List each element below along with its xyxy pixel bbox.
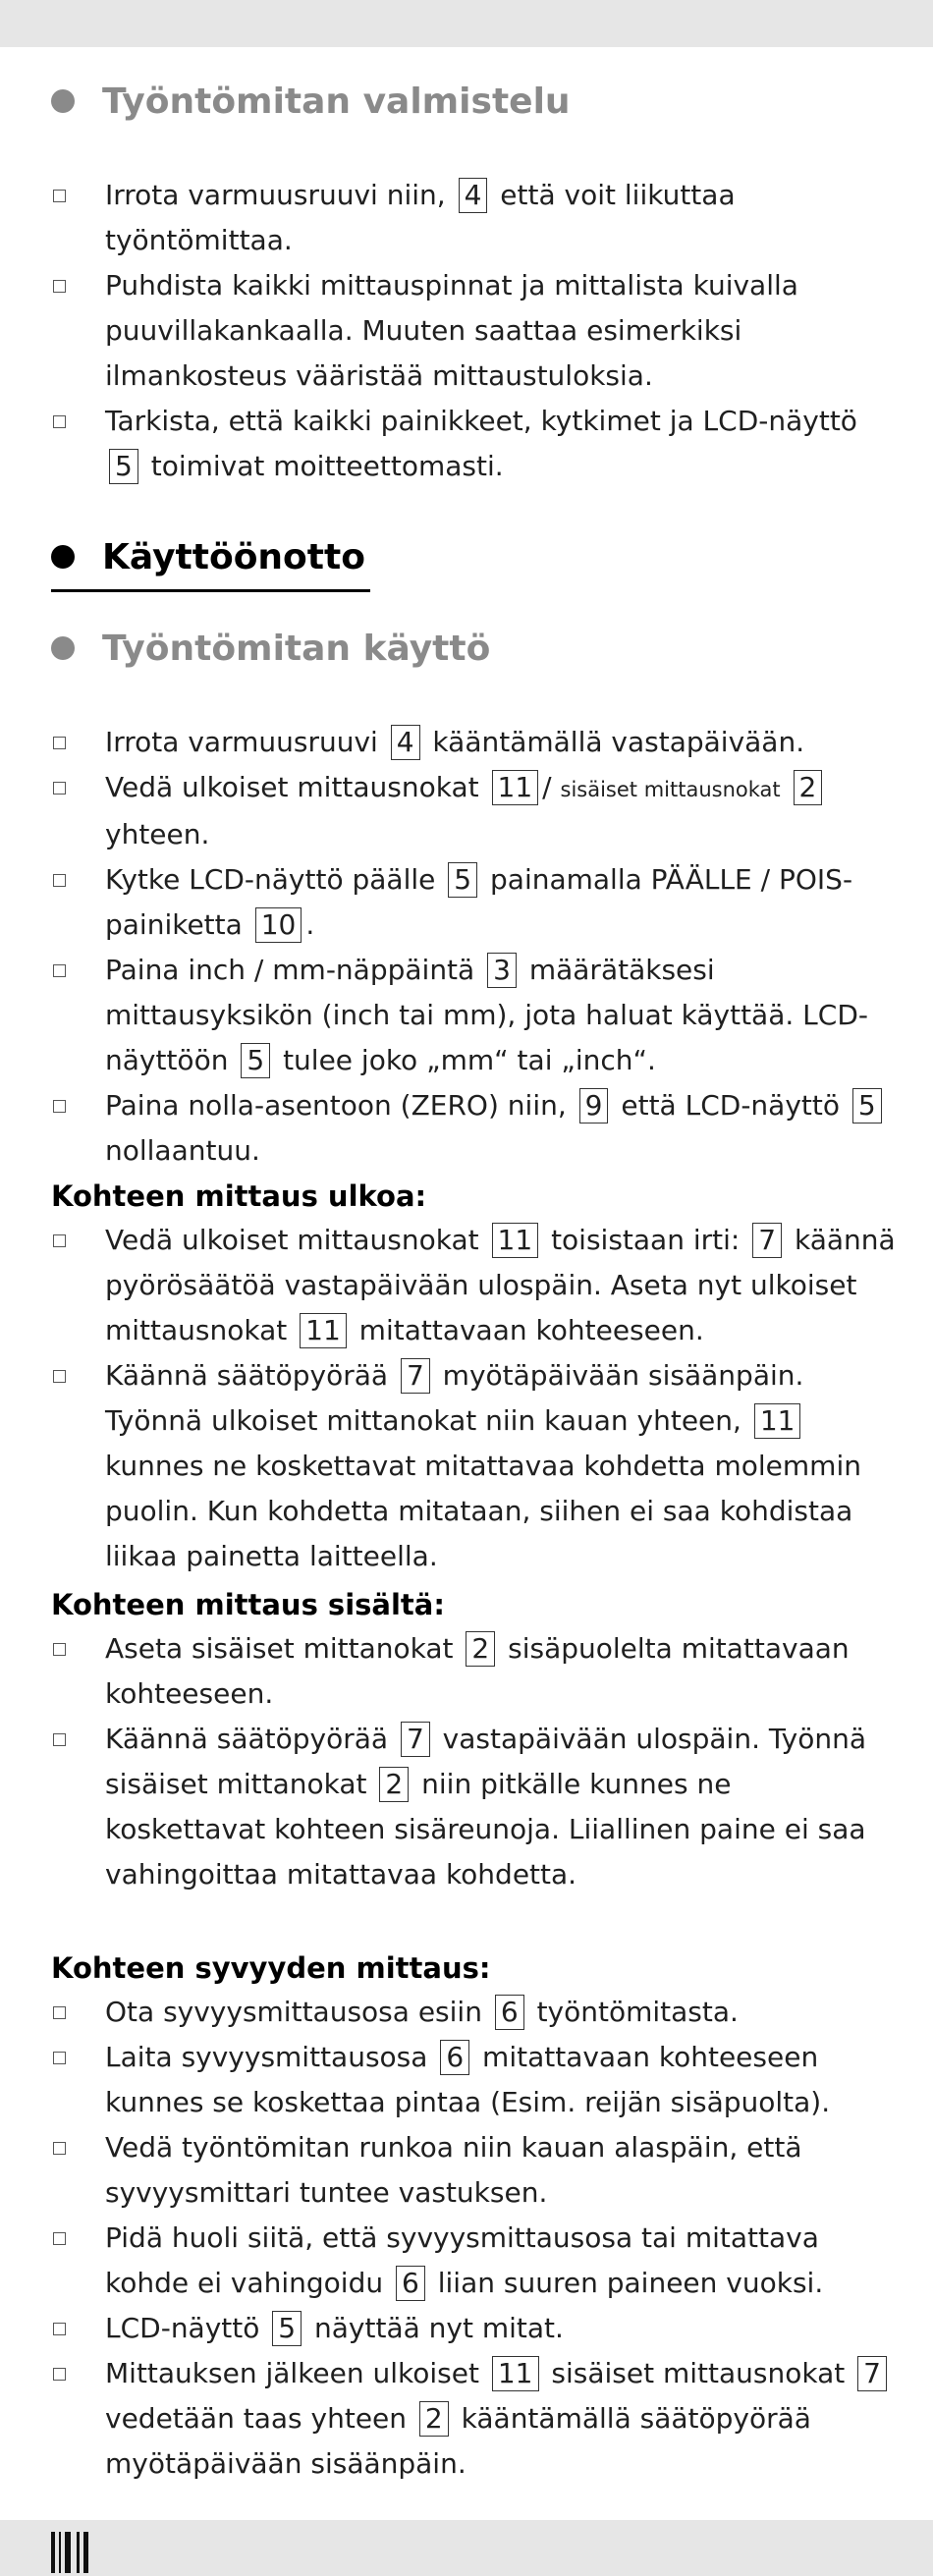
- footer-bar: [0, 2520, 933, 2576]
- item-text: mitattavaan kohteeseen kunnes se koskettaa pintaa (Esim. reijän sisäpuolta).: [105, 2041, 831, 2118]
- part-reference-number: 11: [492, 1223, 539, 1258]
- item-text: Käännä säätöpyörää: [105, 1359, 397, 1392]
- subsection-heading: Kohteen mittaus sisältä:: [51, 1588, 445, 1621]
- part-reference-number: 4: [391, 725, 420, 760]
- section-outside: [51, 1175, 896, 1579]
- item-text: toisistaan irti:: [542, 1224, 749, 1256]
- section-commissioning: [51, 532, 896, 581]
- list-item: [51, 1083, 896, 1174]
- checkbox-square-icon: [53, 1643, 66, 1656]
- part-reference-number: 3: [487, 953, 517, 988]
- list-item: [51, 2306, 896, 2351]
- section-preparation: [51, 77, 896, 126]
- part-reference-number: 5: [241, 1043, 270, 1078]
- list-preparation: [51, 173, 896, 489]
- list-item: [51, 2035, 896, 2125]
- item-text: Irrota varmuusruuvi: [105, 726, 387, 758]
- list-item: [51, 1626, 896, 1717]
- item-text: kääntämällä säätöpyörää myötäpäivään sisäänpäin.: [105, 2402, 811, 2480]
- part-reference-number: 5: [448, 862, 477, 898]
- checkbox-square-icon: [53, 1100, 66, 1113]
- section-inside: [51, 1583, 896, 1897]
- checkbox-square-icon: [53, 782, 66, 795]
- item-text: vedetään taas yhteen: [105, 2402, 415, 2435]
- heading-text: Työntömitan käyttö: [102, 628, 491, 669]
- part-reference-number: 7: [401, 1358, 430, 1394]
- heading-text: Käyttöönotto: [102, 536, 365, 577]
- checkbox-square-icon: [53, 280, 66, 293]
- checkbox-square-icon: [53, 2232, 66, 2245]
- subsection-heading: Kohteen syvyyden mittaus:: [51, 1951, 491, 1985]
- item-text: liian suuren paineen vuoksi.: [428, 2267, 824, 2299]
- checkbox-square-icon: [53, 1370, 66, 1383]
- bullet-dot-icon: [51, 545, 75, 569]
- item-text: Pidä huoli siitä, että syvyysmittausosa tai mitattava kohde ei vahingoidu: [105, 2221, 819, 2299]
- subsection-heading: Kohteen mittaus ulkoa:: [51, 1179, 427, 1213]
- section-heading: [51, 532, 896, 581]
- list-item: [51, 1218, 896, 1353]
- item-text: Vedä ulkoiset mittausnokat: [105, 1224, 488, 1256]
- part-reference-number: 5: [852, 1088, 882, 1124]
- heading-underline: [51, 589, 370, 592]
- checkbox-square-icon: [53, 2368, 66, 2381]
- item-text: myötäpäivään sisäänpäin. Työnnä ulkoiset mittanokat niin kauan yhteen,: [105, 1359, 804, 1437]
- part-reference-number: 6: [440, 2040, 469, 2075]
- part-reference-number: 6: [396, 2266, 425, 2301]
- checkbox-square-icon: [53, 2006, 66, 2019]
- item-text: Vedä työntömitan runkoa niin kauan alaspäin, että syvyysmittari tuntee vastuksen.: [105, 2131, 802, 2209]
- item-text: vastapäivään ulospäin. Työnnä sisäiset mittanokat: [105, 1723, 866, 1800]
- item-text: Vedä ulkoiset mittausnokat: [105, 771, 488, 803]
- checkbox-square-icon: [53, 737, 66, 749]
- item-text: painamalla PÄÄLLE / POIS-painiketta: [105, 863, 853, 941]
- item-text: sisäpuolelta mitattavaan kohteeseen.: [105, 1632, 850, 1710]
- part-reference-number: 2: [794, 770, 823, 805]
- item-text: työntömitasta.: [527, 1996, 739, 2028]
- item-text-small: sisäiset mittausnokat: [560, 778, 781, 801]
- item-text: Paina nolla-asentoon (ZERO) niin,: [105, 1089, 576, 1122]
- item-text: Käännä säätöpyörää: [105, 1723, 397, 1755]
- list-item: [51, 1990, 896, 2035]
- item-text: .: [305, 908, 315, 941]
- instruction-list: [51, 1990, 896, 2487]
- instruction-list: [51, 720, 896, 1174]
- header-bar: [0, 0, 933, 47]
- item-text: Puhdista kaikki mittauspinnat ja mittalista kuivalla puuvillakankaalla. Muuten saattaa esimerkiksi ilmankosteus vääristää mittaustuloksia.: [105, 269, 798, 392]
- part-reference-number: 10: [255, 907, 302, 943]
- item-text: tulee joko „mm“ tai „inch“.: [274, 1044, 656, 1076]
- list-item: [51, 720, 896, 765]
- part-reference-number: 5: [109, 449, 138, 484]
- part-reference-number: 11: [754, 1403, 801, 1439]
- item-text: Paina inch / mm-näppäintä: [105, 954, 484, 986]
- checkbox-square-icon: [53, 964, 66, 977]
- item-text: sisäiset mittausnokat: [542, 2357, 854, 2389]
- checkbox-square-icon: [53, 190, 66, 202]
- part-reference-number: 9: [579, 1088, 609, 1124]
- part-reference-number: 2: [466, 1631, 495, 1667]
- list-item: [51, 2351, 896, 2487]
- item-text: että LCD-näyttö: [612, 1089, 849, 1122]
- item-text: Laita syvyysmittausosa: [105, 2041, 437, 2073]
- item-text: LCD-näyttö: [105, 2312, 269, 2344]
- item-text: Aseta sisäiset mittanokat: [105, 1632, 463, 1665]
- part-reference-number: 7: [401, 1722, 430, 1757]
- checkbox-square-icon: [53, 1733, 66, 1746]
- barcode-icon: [51, 2532, 110, 2573]
- checkbox-square-icon: [53, 2142, 66, 2155]
- item-text: Tarkista, että kaikki painikkeet, kytkimet ja LCD-näyttö: [105, 405, 857, 437]
- checkbox-square-icon: [53, 415, 66, 428]
- bullet-dot-icon: [51, 89, 75, 113]
- checkbox-square-icon: [53, 2052, 66, 2064]
- part-reference-number: 7: [752, 1223, 782, 1258]
- item-text: käännä pyörösäätöä vastapäivään ulospäin. Aseta nyt ulkoiset mittausnokat: [105, 1224, 896, 1346]
- instruction-list: [51, 173, 896, 489]
- part-reference-number: 11: [300, 1313, 347, 1348]
- item-text: [781, 771, 790, 803]
- list-item: [51, 948, 896, 1083]
- part-reference-number: 6: [495, 1995, 524, 2030]
- item-text: näyttää nyt mitat.: [305, 2312, 564, 2344]
- part-reference-number: 5: [272, 2311, 302, 2346]
- list-usage: [51, 720, 896, 1174]
- section-depth: [51, 1946, 896, 2487]
- section-heading: [51, 77, 896, 126]
- item-text: nollaantuu.: [105, 1134, 260, 1167]
- list-item: [51, 857, 896, 948]
- part-reference-number: 7: [857, 2356, 887, 2391]
- item-text: toimivat moitteettomasti.: [141, 450, 504, 482]
- item-text: mitattavaan kohteeseen.: [350, 1314, 704, 1346]
- part-reference-number: 11: [492, 770, 539, 805]
- part-reference-number: 2: [379, 1767, 409, 1802]
- item-text: Mittauksen jälkeen ulkoiset: [105, 2357, 488, 2389]
- section-usage: [51, 624, 896, 673]
- list-item: [51, 1353, 896, 1579]
- heading-text: Työntömitan valmistelu: [102, 81, 571, 122]
- item-text: kunnes ne koskettavat mitattavaa kohdetta molemmin puolin. Kun kohdetta mitataan, siihen ei saa kohdistaa liikaa painetta laitteella.: [105, 1450, 861, 1572]
- section-heading: [51, 624, 896, 673]
- part-reference-number: 11: [492, 2356, 539, 2391]
- bullet-dot-icon: [51, 636, 75, 660]
- item-text: että voit liikuttaa työntömittaa.: [105, 179, 736, 256]
- checkbox-square-icon: [53, 2323, 66, 2335]
- list-item: [51, 263, 896, 399]
- instruction-list: [51, 1626, 896, 1897]
- checkbox-square-icon: [53, 874, 66, 887]
- part-reference-number: 2: [419, 2401, 449, 2437]
- list-item: [51, 173, 896, 263]
- item-text: kääntämällä vastapäivään.: [423, 726, 805, 758]
- instruction-list: [51, 1218, 896, 1579]
- part-reference-number: 4: [459, 178, 488, 213]
- item-text: määrätäksesi mittausyksikön (inch tai mm), jota haluat käyttää. LCD-näyttöön: [105, 954, 868, 1076]
- item-text: Ota syvyysmittausosa esiin: [105, 1996, 491, 2028]
- list-item: [51, 2125, 896, 2216]
- list-item: [51, 765, 896, 857]
- list-item: [51, 399, 896, 489]
- item-text: Kytke LCD-näyttö päälle: [105, 863, 445, 896]
- checkbox-square-icon: [53, 1234, 66, 1247]
- item-text: /: [542, 771, 561, 803]
- item-text: yhteen.: [105, 818, 210, 850]
- item-text: niin pitkälle kunnes ne koskettavat kohteen sisäreunoja. Liiallinen paine ei saa vahingoittaa mitattavaa kohdetta.: [105, 1768, 866, 1891]
- item-text: Irrota varmuusruuvi niin,: [105, 179, 455, 211]
- list-item: [51, 2216, 896, 2306]
- list-item: [51, 1717, 896, 1897]
